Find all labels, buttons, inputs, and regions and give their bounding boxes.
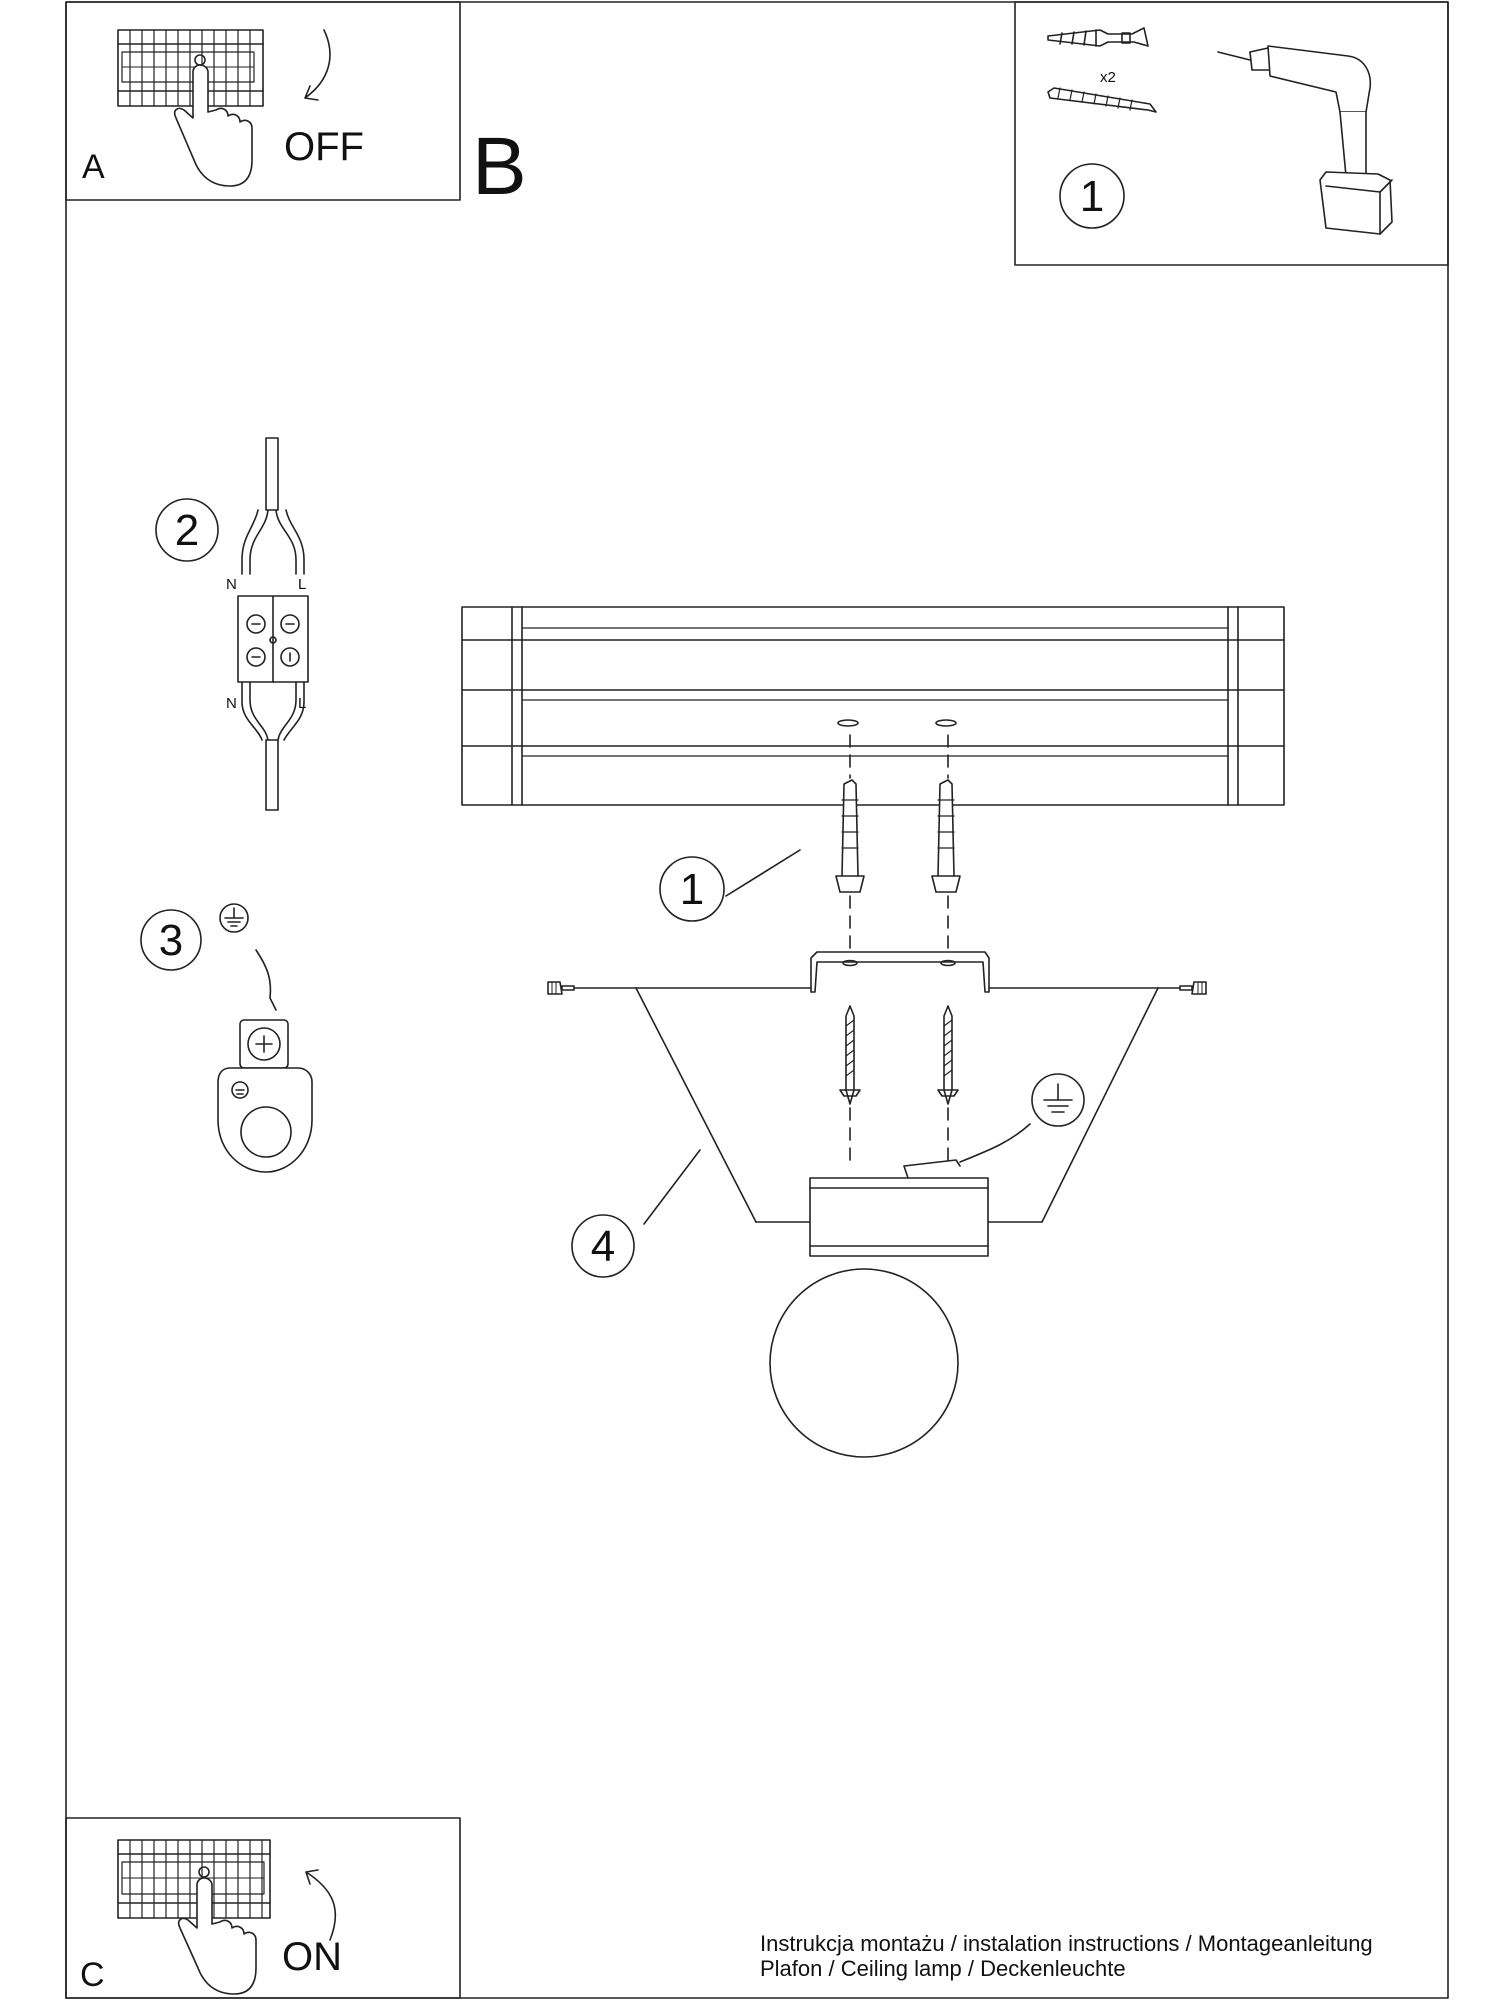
tools-step-number: 1 <box>1079 172 1105 221</box>
panel-a <box>66 2 460 200</box>
fixture-step-number: 4 <box>590 1222 616 1271</box>
wiring-bottom-l: L <box>298 695 307 712</box>
ground-symbol-icon <box>220 904 248 932</box>
arrow-down-icon <box>305 30 330 100</box>
footer-line-2: Plafon / Ceiling lamp / Deckenleuchte <box>760 1956 1126 1981</box>
panel-a-letter: A <box>82 148 105 186</box>
panel-c-frame <box>66 1818 460 1998</box>
screw-icon <box>1048 88 1156 112</box>
lamp-globe <box>770 1269 958 1457</box>
wiring-bottom-n: N <box>226 695 237 712</box>
supply-wires <box>242 510 304 574</box>
wiring-top-n: N <box>226 576 237 593</box>
fixture-callout <box>572 1150 700 1277</box>
breaker-on-icon <box>118 1840 270 1918</box>
ground-wire <box>256 950 276 1010</box>
wiring-step-number: 2 <box>174 506 200 555</box>
fastener-quantity: x2 <box>1100 69 1116 86</box>
drill-icon <box>1218 46 1392 234</box>
ground-diagram <box>141 904 312 1172</box>
wiring-top-l: L <box>298 576 307 593</box>
terminal-block-icon <box>238 596 308 682</box>
anchor-step-number: 1 <box>679 865 705 914</box>
page-frame <box>66 2 1448 1998</box>
mounting-bracket <box>548 952 1206 994</box>
ceiling-section <box>462 607 1284 805</box>
panel-c-letter: C <box>80 1956 105 1994</box>
footer-caption <box>760 1931 1373 1981</box>
panel-a-off-label: OFF <box>284 125 364 169</box>
breaker-off-icon <box>118 30 263 106</box>
wall-plug-icon <box>1048 28 1148 46</box>
panel-b-letter: B <box>472 121 527 212</box>
ground-lead <box>904 1124 1030 1178</box>
fixture-wires <box>242 682 307 740</box>
screws <box>840 1006 958 1168</box>
panel-c-on-label: ON <box>282 1935 342 1979</box>
fixture-ground-symbol-icon <box>1032 1074 1084 1126</box>
hand-icon <box>175 55 252 186</box>
footer-line-1: Instrukcja montażu / instalation instructions / Montageanleitung <box>760 1931 1373 1956</box>
screw-left-icon <box>840 1006 860 1104</box>
fixture-cable <box>266 740 278 810</box>
supply-cable <box>266 438 278 510</box>
tools-panel <box>1015 2 1448 265</box>
panel-c <box>66 1818 460 1998</box>
ground-step-number: 3 <box>158 916 184 965</box>
wiring-diagram <box>156 438 308 810</box>
ground-terminal-icon <box>218 1020 312 1172</box>
arrow-up-icon <box>306 1870 335 1940</box>
screw-right-icon <box>938 1006 958 1104</box>
